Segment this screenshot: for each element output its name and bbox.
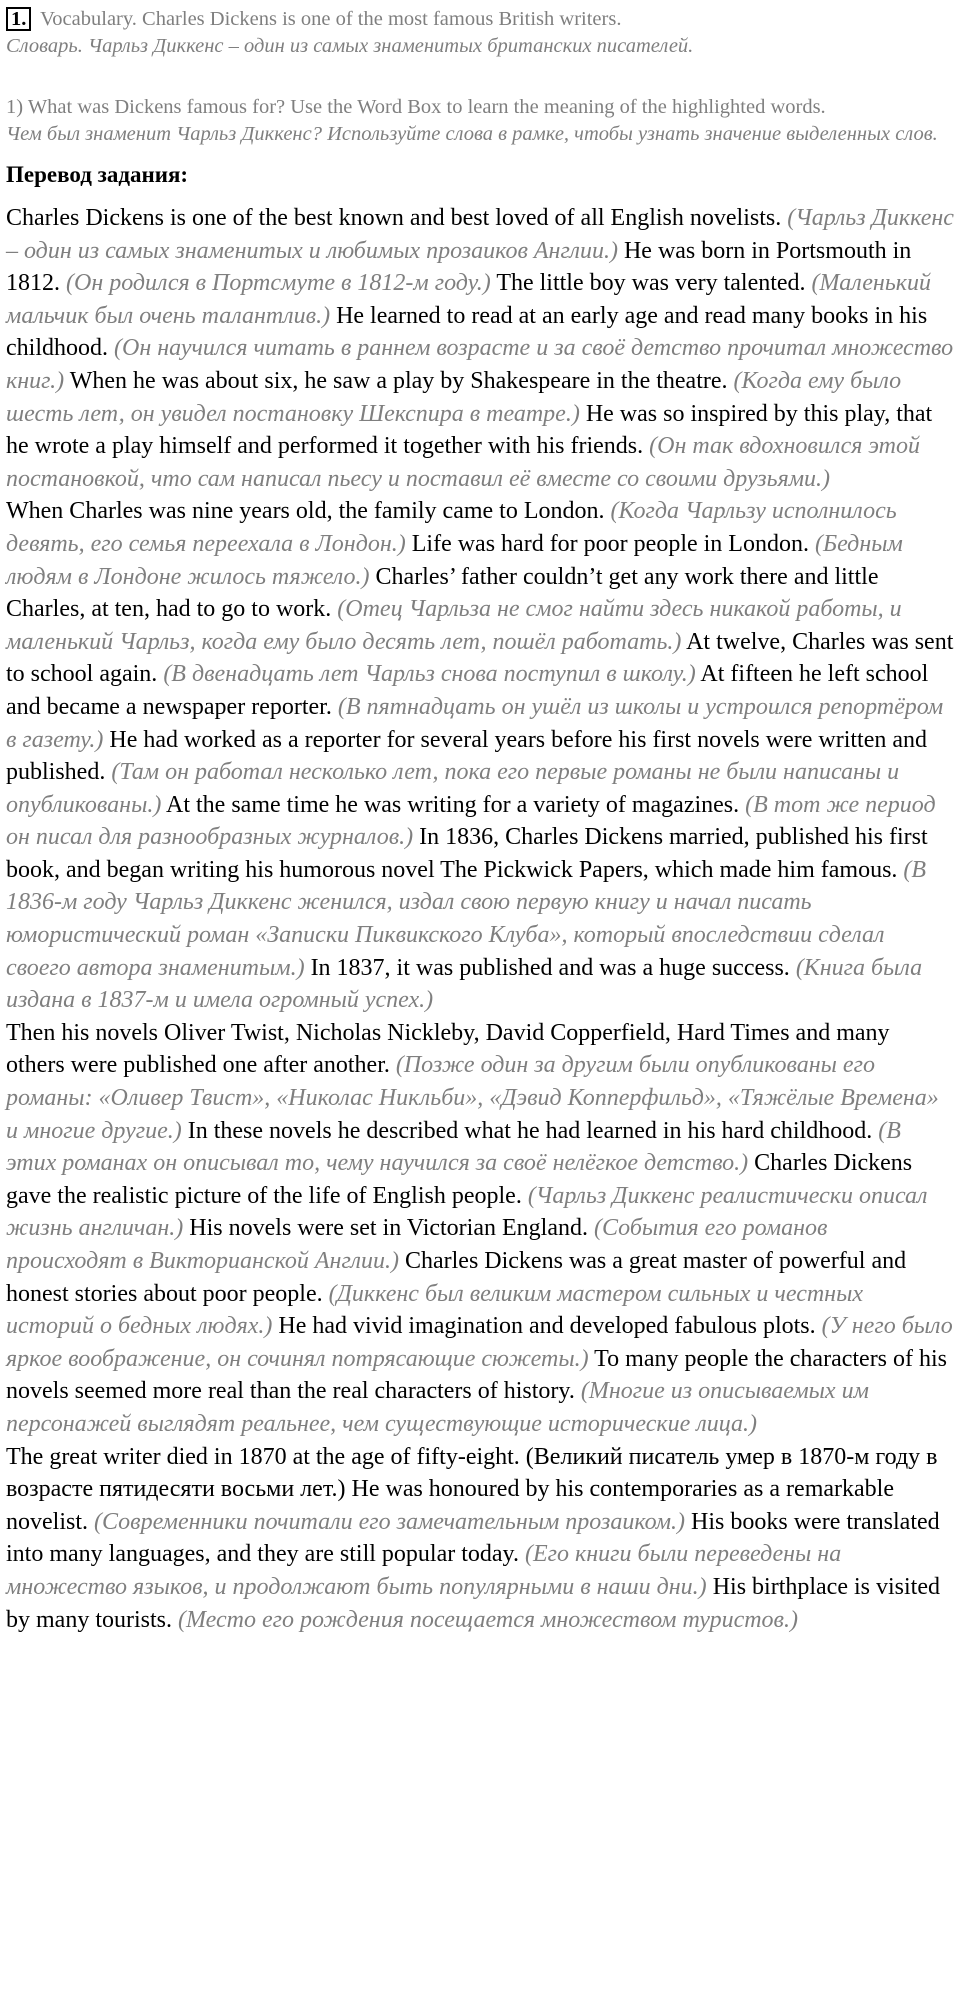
- sentence-ru: (В пятнадцать он ушёл из школы и устроился репортёром в газету.): [6, 693, 944, 753]
- sentence-ru: (Книга была издана в 1837-м и имела огромный успех.): [6, 954, 923, 1014]
- paragraph: [6, 495, 954, 1017]
- paragraph: [6, 1017, 954, 1441]
- sentence-ru: (Маленький мальчик был очень талантлив.): [6, 270, 931, 329]
- sentence-ru: (Современники почитали его замечательным прозаиком.): [94, 1508, 686, 1535]
- sentence-en: The great writer died in 1870 at the age of fifty-eight. (Великий писатель умер в 1870-м году в возрасте пятидесяти восьми лет.): [6, 1443, 938, 1503]
- sentence-ru: (У него было яркое воображение, он сочинял потрясающие сюжеты.): [6, 1313, 953, 1372]
- sentence-en: Charles Dickens is one of the best known and best loved of all English novelists.: [6, 205, 782, 231]
- sentence-en: His novels were set in Victorian England.: [189, 1215, 588, 1242]
- sub-task: [6, 94, 954, 148]
- sentence-ru: (В двенадцать лет Чарльз снова поступил в школу.): [163, 661, 696, 688]
- sentence-en: He learned to read at an early age and read many books in his childhood.: [6, 302, 928, 362]
- sentence-en: His books were translated into many languages, and they are still popular today.: [6, 1508, 940, 1568]
- sentence-en: He was so inspired by this play, that he wrote a play himself and performed it together with his friends.: [6, 400, 933, 460]
- sub-task-en: 1) What was Dickens famous for? Use the Word Box to learn the meaning of the highlighted words.: [6, 96, 826, 118]
- sentence-en: Charles’ father couldn’t get any work there and little Charles, at ten, had to go to work.: [6, 563, 879, 623]
- sentence-en: Then his novels Oliver Twist, Nicholas Nickleby, David Copperfield, Hard Times and many others were published one after another.: [6, 1019, 890, 1079]
- sentence-en: His birthplace is visited by many tourists.: [6, 1573, 940, 1633]
- task-number: 1.: [6, 7, 31, 31]
- task-title-line: [6, 6, 954, 33]
- sentence-en: To many people the characters of his novels seemed more real than the real characters of history.: [6, 1345, 948, 1405]
- sentence-en: When he was about six, he saw a play by Shakespeare in the theatre.: [69, 367, 728, 394]
- sentence-ru: (В 1836-м году Чарльз Диккенс женился, издал свою первую книгу и начал писать юмористический роман «Записки Пиквикского Клуба», который впоследствии сделал своего автора знаменитым.): [6, 856, 927, 981]
- sentence-ru: (Позже один за другим были опубликованы его романы: «Оливер Твист», «Николас Никльби», «Дэвид Копперфильд», «Тяжёлые Времена» и многие другие.): [6, 1052, 939, 1144]
- sentence-ru: (Многие из описываемых им персонажей выглядят реальнее, чем существующие исторические лица.): [6, 1378, 869, 1437]
- sentence-en: In these novels he described what he had learned in his hard childhood.: [187, 1117, 873, 1144]
- sentence-ru: (Он научился читать в раннем возрасте и за своё детство прочитал множество книг.): [6, 335, 954, 394]
- translation-text: [6, 202, 954, 1636]
- sentence-en: He was born in Portsmouth in 1812.: [6, 237, 912, 297]
- sentence-ru: (Бедным людям в Лондоне жилось тяжело.): [6, 530, 903, 590]
- sentence-en: In 1836, Charles Dickens married, published his first book, and began writing his humorous novel The Pickwick Papers, which made him famous.: [6, 824, 928, 883]
- sentence-en: Charles Dickens gave the realistic picture of the life of English people.: [6, 1150, 913, 1209]
- sentence-ru: (Он родился в Портсмуте в 1812-м году.): [66, 270, 491, 297]
- sentence-ru: (Диккенс был великим мастером сильных и честных историй о бедных людях.): [6, 1280, 863, 1340]
- sentence-ru: (В тот же период он писал для разнообразных журналов.): [6, 791, 936, 851]
- task-title-ru: Словарь. Чарльз Диккенс – один из самых знаменитых британских писателей.: [6, 35, 694, 57]
- sentence-ru: (События его романов происходят в Викторианской Англии.): [6, 1215, 828, 1274]
- sentence-en: When Charles was nine years old, the family came to London.: [6, 498, 605, 525]
- sentence-en: He had worked as a reporter for several years before his first novels were written and published.: [6, 726, 928, 786]
- sentence-en: Life was hard for poor people in London.: [411, 530, 809, 557]
- section-title: Перевод задания:: [6, 162, 189, 187]
- sentence-en: Charles Dickens was a great master of powerful and honest stories about poor people.: [6, 1248, 907, 1307]
- sentence-ru: (Там он работал несколько лет, пока его первые романы не были написаны и опубликованы.): [6, 759, 900, 818]
- paragraph: [6, 202, 954, 495]
- sentence-ru: (Когда Чарльзу исполнилось девять, его семья переехала в Лондон.): [6, 498, 897, 557]
- task-header: [6, 6, 954, 60]
- sentence-en: At twelve, Charles was sent to school again.: [6, 628, 954, 688]
- sentence-ru: (В этих романах он описывал то, чему научился за своё нелёгкое детство.): [6, 1117, 901, 1177]
- sentence-ru: (Чарльз Диккенс реалистически описал жизнь англичан.): [6, 1182, 928, 1242]
- sentence-ru: (Чарльз Диккенс – один из самых знаменитых и любимых прозаиков Англии.): [6, 205, 954, 264]
- sentence-ru: (Место его рождения посещается множеством туристов.): [178, 1606, 798, 1633]
- sentence-ru: (Отец Чарльза не смог найти здесь никакой работы, и маленький Чарльз, когда ему было десять лет, пошёл работать.): [6, 596, 902, 655]
- sentence-en: The little boy was very talented.: [496, 270, 806, 297]
- sentence-ru: (Когда ему было шесть лет, он увидел постановку Шекспира в театре.): [6, 367, 902, 427]
- sub-task-ru: Чем был знаменит Чарльз Диккенс? Используйте слова в рамке, чтобы узнать значение выделенных слов.: [6, 123, 938, 145]
- sentence-ru: (Он так вдохновился этой постановкой, что сам написал пьесу и поставил её вместе со своими друзьями.): [6, 433, 920, 492]
- sentence-en: He had vivid imagination and developed fabulous plots.: [278, 1313, 816, 1340]
- sentence-en: At fifteen he left school and became a newspaper reporter.: [6, 661, 929, 720]
- paragraph: [6, 1441, 954, 1637]
- task-title-en: Vocabulary. Charles Dickens is one of the most famous British writers.: [40, 8, 622, 30]
- sentence-en: He was honoured by his contemporaries as a remarkable novelist.: [6, 1476, 894, 1535]
- sentence-en: At the same time he was writing for a variety of magazines.: [166, 791, 740, 818]
- sentence-ru: (Его книги были переведены на множество языков, и продолжают быть популярными в наши дни.): [6, 1541, 842, 1600]
- sentence-en: In 1837, it was published and was a huge success.: [310, 954, 790, 981]
